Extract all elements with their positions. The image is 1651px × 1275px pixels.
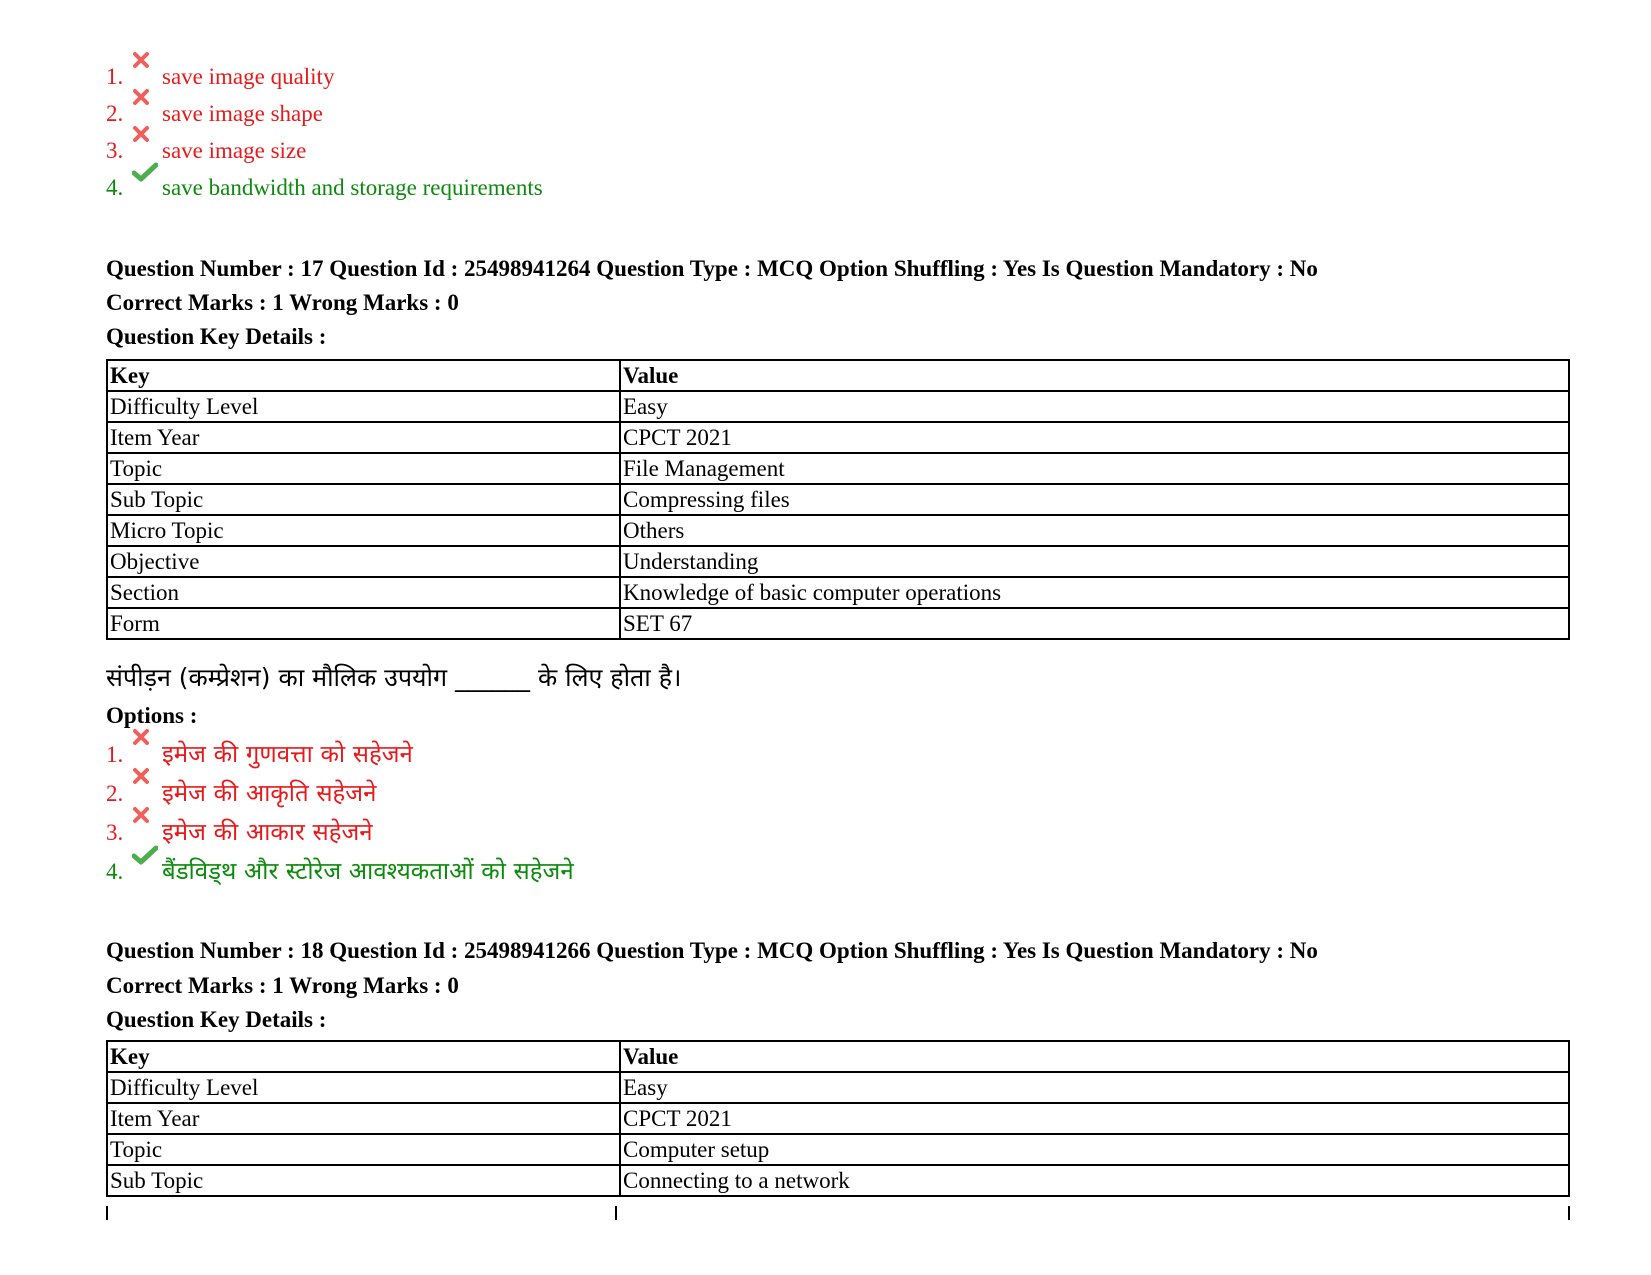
- table-cell-key: Item Year: [107, 1103, 620, 1134]
- option-text: save image size: [162, 138, 307, 163]
- table-row: [107, 608, 1569, 639]
- option-number: 1.: [106, 64, 124, 89]
- cross-icon: [132, 51, 162, 69]
- option-text: save image shape: [162, 101, 323, 126]
- options-list: [106, 735, 574, 891]
- table-row: [107, 1165, 1569, 1196]
- table-header-key: Key: [107, 360, 620, 391]
- table-row: [107, 1103, 1569, 1134]
- option-number: 1.: [106, 742, 124, 767]
- table-cell-key: Difficulty Level: [107, 1072, 620, 1103]
- table-cell-value: Knowledge of basic computer operations: [620, 577, 1569, 608]
- question-text: संपीड़न (कम्प्रेशन) का मौलिक उपयोग ______ के लिए होता है।: [106, 663, 682, 692]
- table-cell-key: Section: [107, 577, 620, 608]
- question-header: Question Number : 18 Question Id : 25498941266 Question Type : MCQ Option Shuffling : Yes Is Question Mandatory : No: [106, 938, 1318, 963]
- table-row: [107, 391, 1569, 422]
- cross-icon: [132, 125, 162, 143]
- table-row: [107, 515, 1569, 546]
- cross-icon: [132, 767, 162, 785]
- table-cell-key: Difficulty Level: [107, 391, 620, 422]
- key-details-label: Question Key Details :: [106, 324, 327, 349]
- table-cell-key: Objective: [107, 546, 620, 577]
- option-number: 2.: [106, 781, 124, 806]
- question-header: Question Number : 17 Question Id : 25498941264 Question Type : MCQ Option Shuffling : Yes Is Question Mandatory : No: [106, 256, 1318, 281]
- option-text: save bandwidth and storage requirements: [162, 175, 543, 200]
- option-item: [106, 169, 543, 206]
- option-number: 3.: [106, 138, 124, 163]
- cross-icon: [132, 806, 162, 824]
- table-header-key: Key: [107, 1041, 620, 1072]
- table-cell-value: Computer setup: [620, 1134, 1569, 1165]
- table-row: [107, 577, 1569, 608]
- table-cell-value: Connecting to a network: [620, 1165, 1569, 1196]
- marks-line: Correct Marks : 1 Wrong Marks : 0: [106, 290, 459, 315]
- table-cell-value: SET 67: [620, 608, 1569, 639]
- option-number: 4.: [106, 175, 124, 200]
- table-header-row: [107, 360, 1569, 391]
- key-details-label: Question Key Details :: [106, 1007, 327, 1032]
- option-item: [106, 95, 543, 132]
- table-row: [107, 1134, 1569, 1165]
- table-cell-value: File Management: [620, 453, 1569, 484]
- option-item: [106, 735, 574, 774]
- table-row: [107, 546, 1569, 577]
- table-cell-key: Form: [107, 608, 620, 639]
- table-row: [107, 422, 1569, 453]
- table-cell-value: Others: [620, 515, 1569, 546]
- option-text: save image quality: [162, 64, 335, 89]
- option-item: [106, 852, 574, 891]
- table-cell-value: Easy: [620, 391, 1569, 422]
- option-item: [106, 774, 574, 813]
- option-number: 2.: [106, 101, 124, 126]
- option-item: [106, 58, 543, 95]
- table-row: [107, 484, 1569, 515]
- table-row: [107, 453, 1569, 484]
- option-text: बैंडविड्थ और स्टोरेज आवश्यकताओं को सहेजने: [162, 857, 574, 885]
- cross-icon: [132, 88, 162, 106]
- table-cell-value: Compressing files: [620, 484, 1569, 515]
- option-text: इमेज की आकार सहेजने: [162, 818, 373, 846]
- table-cell-value: Understanding: [620, 546, 1569, 577]
- prev-options-list: [106, 58, 543, 206]
- table-row: [107, 1072, 1569, 1103]
- options-label: Options :: [106, 703, 198, 728]
- option-number: 4.: [106, 859, 124, 884]
- key-details-table: [106, 1040, 1570, 1197]
- check-icon: [132, 845, 162, 865]
- table-header-value: Value: [620, 1041, 1569, 1072]
- table-continuation: [106, 1206, 1570, 1220]
- table-cell-key: Topic: [107, 453, 620, 484]
- check-icon: [132, 162, 162, 182]
- marks-line: Correct Marks : 1 Wrong Marks : 0: [106, 973, 459, 998]
- table-header-value: Value: [620, 360, 1569, 391]
- table-header-row: [107, 1041, 1569, 1072]
- key-details-table: [106, 359, 1570, 640]
- option-text: इमेज की गुणवत्ता को सहेजने: [162, 740, 413, 768]
- table-cell-value: CPCT 2021: [620, 1103, 1569, 1134]
- option-number: 3.: [106, 820, 124, 845]
- option-text: इमेज की आकृति सहेजने: [162, 779, 377, 807]
- option-item: [106, 813, 574, 852]
- table-cell-key: Item Year: [107, 422, 620, 453]
- table-cell-key: Sub Topic: [107, 1165, 620, 1196]
- table-cell-key: Topic: [107, 1134, 620, 1165]
- option-item: [106, 132, 543, 169]
- table-cell-key: Sub Topic: [107, 484, 620, 515]
- table-cell-value: CPCT 2021: [620, 422, 1569, 453]
- table-cell-value: Easy: [620, 1072, 1569, 1103]
- table-cell-key: Micro Topic: [107, 515, 620, 546]
- cross-icon: [132, 728, 162, 746]
